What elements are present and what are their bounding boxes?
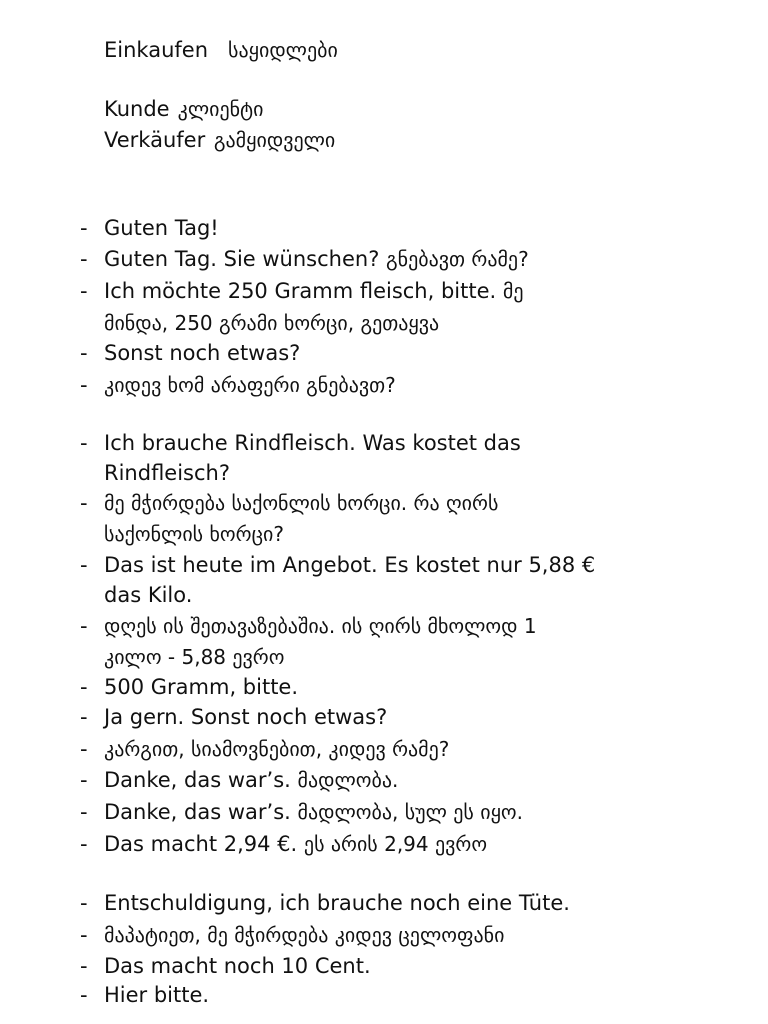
role-customer — [104, 97, 264, 121]
bullet-dash: - — [80, 216, 88, 240]
bullet-dash: - — [80, 891, 88, 915]
line-text: Das macht noch 10 Cent. — [104, 954, 371, 978]
line-continuation: კილო - 5,88 ევრო — [104, 645, 285, 669]
role-seller-georgian: გამყიდველი — [213, 128, 336, 152]
bullet-dash: - — [80, 341, 88, 365]
line-text-german: Danke, das war’s. — [104, 768, 291, 792]
line-text: Hier bitte. — [104, 983, 210, 1007]
line-continuation: das Kilo. — [104, 583, 193, 607]
bullet-dash: - — [80, 954, 88, 978]
line-text-german: Danke, das war’s. — [104, 800, 291, 824]
line-continuation: Rindfleisch? — [104, 461, 230, 485]
line-text — [104, 244, 529, 274]
title-georgian: საყიდლები — [228, 38, 338, 62]
bullet-dash: - — [80, 553, 88, 577]
line-text — [104, 829, 487, 859]
bullet-dash: - — [80, 431, 88, 455]
line-text: Entschuldigung, ich brauche noch eine Tüte. — [104, 891, 570, 915]
bullet-dash: - — [80, 832, 88, 856]
line-text-georgian: გნებავთ რამე? — [386, 247, 529, 271]
line-text-georgian: ეს არის 2,94 ევრო — [303, 832, 488, 856]
line-text: Ja gern. Sonst noch etwas? — [104, 705, 388, 729]
bullet-dash: - — [80, 737, 88, 761]
line-text-german: Das macht 2,94 €. — [104, 832, 298, 856]
bullet-dash: - — [80, 373, 88, 397]
line-continuation: მინდა, 250 გრამი ხორცი, გეთაყვა — [104, 311, 440, 335]
line-text-georgian: მე — [502, 279, 524, 303]
line-text-german: Ich möchte 250 Gramm fleisch, bitte. — [104, 279, 497, 303]
line-text: Guten Tag! — [104, 216, 219, 240]
line-text: კიდევ ხომ არაფერი გნებავთ? — [104, 373, 396, 397]
line-text: Ich brauche Rindfleisch. Was kostet das — [104, 431, 521, 455]
bullet-dash: - — [80, 923, 88, 947]
role-customer-german: Kunde — [104, 97, 170, 121]
role-customer-georgian: კლიენტი — [177, 97, 264, 121]
line-continuation: საქონლის ხორცი? — [104, 522, 284, 546]
role-seller — [104, 128, 335, 152]
line-text — [104, 276, 524, 306]
line-text: Das ist heute im Angebot. Es kostet nur 5,88 € — [104, 553, 596, 577]
role-seller-german: Verkäufer — [104, 128, 206, 152]
line-text — [104, 765, 398, 795]
line-text-georgian: მადლობა. — [297, 768, 399, 792]
bullet-dash: - — [80, 614, 88, 638]
line-text: 500 Gramm, bitte. — [104, 675, 299, 699]
line-text: Sonst noch etwas? — [104, 341, 301, 365]
bullet-dash: - — [80, 675, 88, 699]
line-text: მაპატიეთ, მე მჭირდება კიდევ ცელოფანი — [104, 923, 505, 947]
document-title — [104, 38, 338, 62]
line-text — [104, 797, 523, 827]
line-text: მე მჭირდება საქონლის ხორცი. რა ღირს — [104, 491, 499, 515]
line-text: დღეს ის შეთავაზებაშია. ის ღირს მხოლოდ 1 — [104, 614, 537, 638]
bullet-dash: - — [80, 800, 88, 824]
line-text-georgian: მადლობა, სულ ეს იყო. — [297, 800, 524, 824]
bullet-dash: - — [80, 247, 88, 271]
line-text: კარგით, სიამოვნებით, კიდევ რამე? — [104, 737, 450, 761]
bullet-dash: - — [80, 491, 88, 515]
bullet-dash: - — [80, 279, 88, 303]
bullet-dash: - — [80, 705, 88, 729]
bullet-dash: - — [80, 768, 88, 792]
line-text-german: Guten Tag. Sie wünschen? — [104, 247, 380, 271]
bullet-dash: - — [80, 983, 88, 1007]
title-german: Einkaufen — [104, 38, 209, 62]
